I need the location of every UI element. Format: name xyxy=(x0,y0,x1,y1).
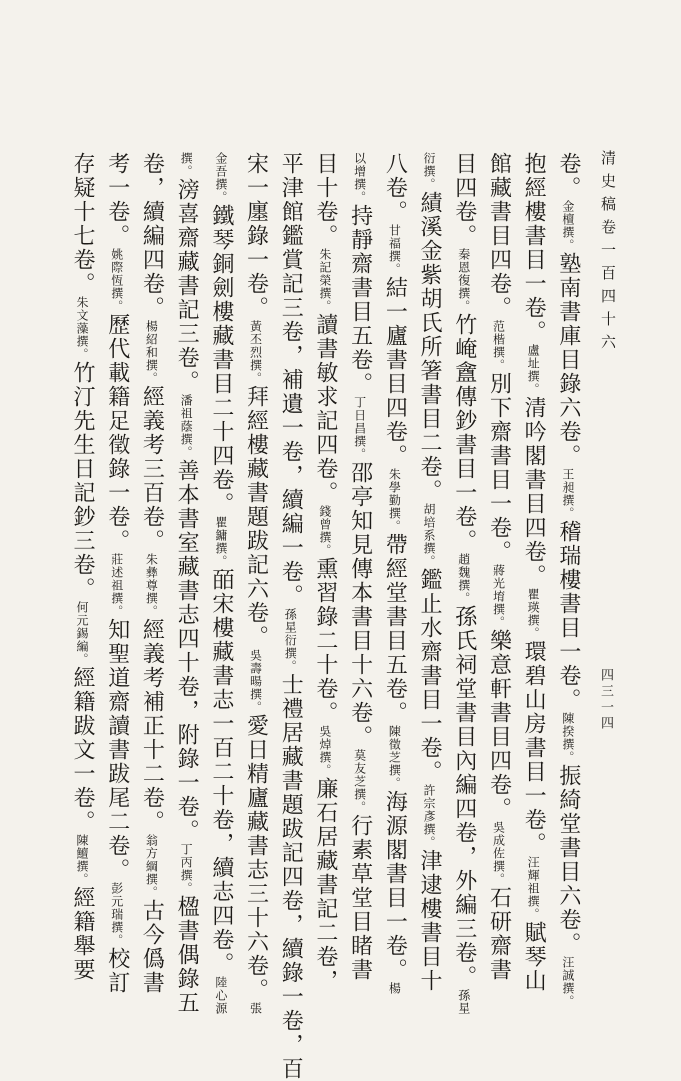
author-note: 秦恩復撰。 xyxy=(456,248,471,313)
author-note: 胡培系撰。 xyxy=(422,503,437,568)
text-column xyxy=(100,152,134,995)
text-column xyxy=(447,152,481,1015)
author-note: 蔣光堉撰。 xyxy=(491,564,506,629)
text-segment: 知聖道齋讀書跋尾二卷。 xyxy=(104,618,130,882)
text-segment: 善本書室藏書志四十卷，附錄一卷。 xyxy=(174,459,200,843)
author-note: 汪輝祖撰。 xyxy=(526,856,541,921)
running-head: 清史稿卷一百四十六 xyxy=(599,150,617,357)
author-note: 楊 xyxy=(387,982,402,995)
text-segment: 竹崦盦傳鈔書目一卷。 xyxy=(451,313,477,553)
author-note: 吳成佐撰。 xyxy=(491,821,506,886)
author-note: 陳揆撰。 xyxy=(560,712,575,764)
text-segment: 經籍舉要 xyxy=(70,886,95,982)
text-segment: 經義考補正十二卷。 xyxy=(139,618,165,834)
author-note: 金檀撰。 xyxy=(560,200,575,252)
author-note: 吳壽暘撰。 xyxy=(248,649,263,714)
text-column xyxy=(516,152,550,993)
author-note: 吳焯撰。 xyxy=(317,725,332,777)
text-segment: 古今僞書 xyxy=(139,899,165,995)
text-column xyxy=(377,152,411,995)
author-note: 撰。 xyxy=(179,152,194,178)
author-note: 陳徵芝撰。 xyxy=(387,725,402,790)
text-segment: 卷，續編四卷。 xyxy=(139,152,165,320)
author-note: 黃丕烈撰。 xyxy=(248,320,263,385)
author-note: 姚際恆撰。 xyxy=(109,248,124,313)
text-segment: 帶經堂書目五卷。 xyxy=(382,533,408,725)
author-note: 陳鱣撰。 xyxy=(75,834,89,886)
text-segment: 熏習錄二十卷。 xyxy=(312,557,338,725)
text-column xyxy=(551,152,585,1008)
text-segment: 清吟閣書目四卷。 xyxy=(521,396,547,588)
text-segment: 績溪金紫胡氏所箸書目二卷。 xyxy=(417,191,443,503)
text-column xyxy=(65,152,99,982)
author-note: 朱學勤撰。 xyxy=(387,468,402,533)
text-block xyxy=(65,152,585,1081)
author-note: 以增撰。 xyxy=(352,152,367,204)
author-note: 莊述祖撰。 xyxy=(109,553,124,618)
author-note: 朱彝尊撰。 xyxy=(144,553,159,618)
text-segment: 宋一廛錄一卷。 xyxy=(243,152,269,320)
author-note: 朱文藻撰。 xyxy=(75,296,89,361)
author-note: 丁日昌撰。 xyxy=(352,396,367,461)
text-segment: 別下齋書目一卷。 xyxy=(486,372,512,564)
author-note: 瞿鏞撰。 xyxy=(213,516,228,568)
text-column xyxy=(481,152,515,982)
text-segment: 楹書偶錄五 xyxy=(174,895,200,1015)
text-segment: 鑑止水齋書目一卷。 xyxy=(417,568,443,784)
author-note: 何元錫編。 xyxy=(75,601,89,666)
author-note: 汪誠撰。 xyxy=(560,956,575,1008)
text-segment: 賦琴山 xyxy=(521,921,547,993)
text-segment: 經義考三百卷。 xyxy=(139,385,165,553)
text-segment: 廉石居藏書記二卷， xyxy=(312,777,338,993)
author-note: 王昶撰。 xyxy=(560,468,575,520)
author-note: 錢曾撰。 xyxy=(317,505,332,557)
author-note: 甘福撰。 xyxy=(387,224,402,276)
text-segment: 邵亭知見傳本書目十六卷。 xyxy=(347,461,373,749)
text-segment: 津逮樓書目十 xyxy=(417,849,443,993)
text-segment: 持靜齋書目五卷。 xyxy=(347,204,373,396)
author-note: 許宗彥撰。 xyxy=(422,784,437,849)
author-note: 陸心源 xyxy=(213,976,228,1015)
text-segment: 孫氏祠堂書目內編四卷，外編三卷。 xyxy=(451,605,477,989)
author-note: 潘祖蔭撰。 xyxy=(179,394,194,459)
author-note: 莫友芝撰。 xyxy=(352,749,367,814)
author-note: 張 xyxy=(248,1002,263,1015)
author-note: 瞿瑛撰。 xyxy=(526,588,541,640)
text-column xyxy=(134,152,168,995)
author-note: 范楷撰。 xyxy=(491,320,506,372)
text-segment: 抱經樓書目一卷。 xyxy=(521,152,547,344)
text-segment: 愛日精廬藏書志三十六卷。 xyxy=(243,714,269,1002)
text-segment: 振綺堂書目六卷。 xyxy=(555,764,581,956)
author-note: 翁方綱撰。 xyxy=(144,834,159,899)
author-note: 盧址撰。 xyxy=(526,344,541,396)
text-segment: 結一廬書目四卷。 xyxy=(382,276,408,468)
text-segment: 海源閣書目一卷。 xyxy=(382,790,408,982)
text-segment: 目四卷。 xyxy=(451,152,477,248)
text-segment: 鐵琴銅劍樓藏書目二十四卷。 xyxy=(208,204,234,516)
author-note: 孫星衍撰。 xyxy=(283,608,298,673)
author-note: 楊紹和撰。 xyxy=(144,320,159,385)
text-segment: 校訂 xyxy=(104,947,130,995)
text-column xyxy=(412,152,446,993)
text-segment: 館藏書目四卷。 xyxy=(486,152,512,320)
text-column xyxy=(169,152,203,1015)
text-segment: 卷。 xyxy=(555,152,581,200)
text-column xyxy=(308,152,342,993)
text-segment: 拜經樓藏書題跋記六卷。 xyxy=(243,385,269,649)
text-segment: 士禮居藏書題跋記四卷，續錄一卷，百 xyxy=(278,673,304,1081)
author-note: 趙魏撰。 xyxy=(456,553,471,605)
text-segment: 經籍跋文一卷。 xyxy=(70,666,95,834)
text-segment: 歷代載籍足徵錄一卷。 xyxy=(104,313,130,553)
text-segment: 存疑十七卷。 xyxy=(70,152,95,296)
text-segment: 稽瑞樓書目一卷。 xyxy=(555,520,581,712)
author-note: 金吾撰。 xyxy=(213,152,228,204)
text-segment: 行素草堂目睹書 xyxy=(347,814,373,982)
author-note: 丁丙撰。 xyxy=(179,843,194,895)
text-segment: 滂喜齋藏書記三卷。 xyxy=(174,178,200,394)
text-segment: 石研齋書 xyxy=(486,886,512,982)
text-segment: 樂意軒書目四卷。 xyxy=(486,629,512,821)
text-segment: 塾南書庫目錄六卷。 xyxy=(555,252,581,468)
text-column xyxy=(343,152,377,982)
text-segment: 平津館鑑賞記三卷，補遺一卷，續編一卷。 xyxy=(278,152,304,608)
text-segment: 竹汀先生日記鈔三卷。 xyxy=(70,361,95,601)
author-note: 朱記榮撰。 xyxy=(317,248,332,313)
text-column xyxy=(239,152,273,1015)
text-column xyxy=(273,152,307,1081)
text-segment: 皕宋樓藏書志一百二十卷，續志四卷。 xyxy=(208,568,234,976)
text-segment: 考一卷。 xyxy=(104,152,130,248)
page-number: 四三一四 xyxy=(598,668,613,732)
text-segment: 讀書敏求記四卷。 xyxy=(312,313,338,505)
author-note: 彭元瑞撰。 xyxy=(109,882,124,947)
text-column xyxy=(204,152,238,1015)
text-segment: 環碧山房書目一卷。 xyxy=(521,640,547,856)
text-segment: 目十卷。 xyxy=(312,152,338,248)
text-segment: 八卷。 xyxy=(382,152,408,224)
author-note: 孫星 xyxy=(456,989,471,1015)
author-note: 衍撰。 xyxy=(422,152,437,191)
